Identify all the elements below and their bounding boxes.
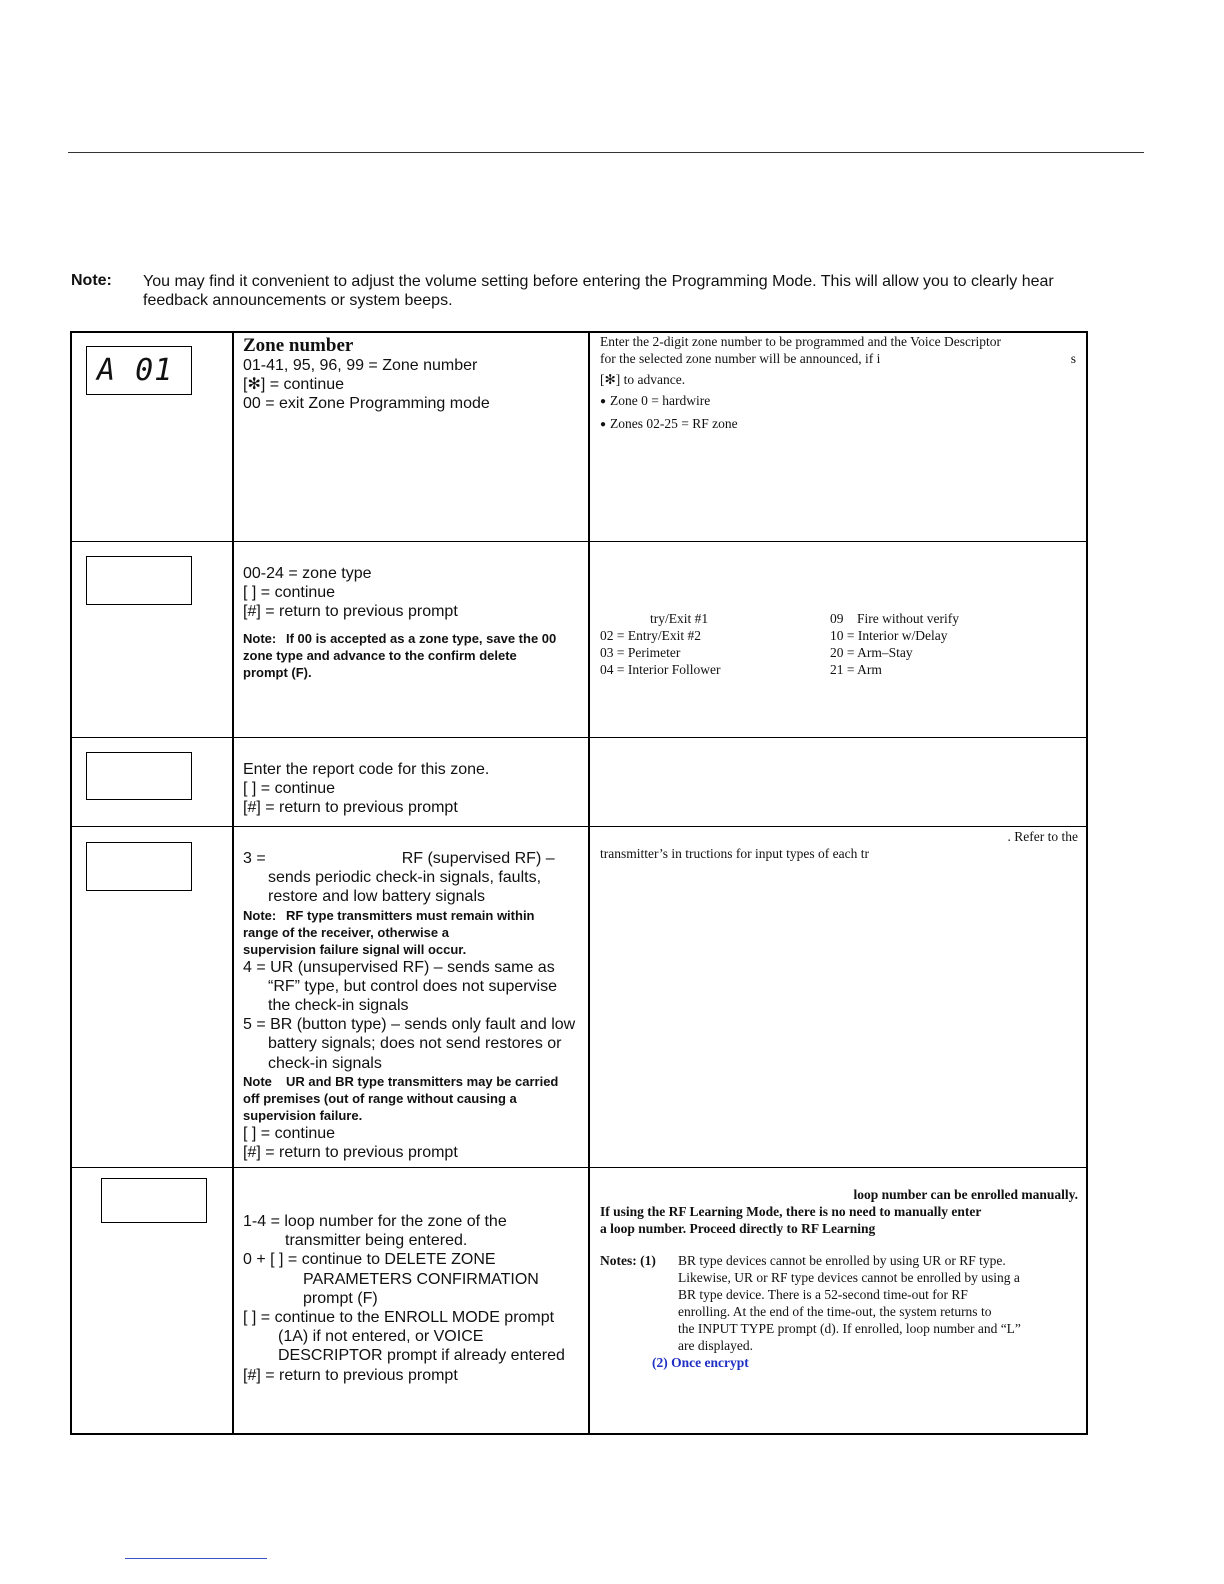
prompt-line: 0 + [ ] = continue to DELETE ZONE [243,1251,496,1269]
note-text: off premises (out of range without causing a [243,1090,517,1106]
note-text: BR type devices cannot be enrolled by using UR or RF type. [678,1253,1006,1268]
prompt-line: the check-in signals [268,997,409,1015]
description-line: If using the RF Learning Mode, there is no need to manually enter [600,1204,982,1219]
prompt-line: RF (supervised RF) – [401,850,555,867]
zone-type-list-right [830,610,1070,678]
note-text: (2) Once encrypt [652,1355,749,1370]
note-text: are displayed. [678,1338,753,1353]
note-text: You may find it convenient to adjust the volume setting before entering the Programming Mode. This will allow you to clearly hear feedback announcements or system beeps. [143,273,1054,309]
prompt-line: 1-4 = loop number for the zone of the [243,1213,507,1230]
header-rule [68,152,1144,153]
prompt-line: check-in signals [268,1054,382,1072]
prompt-line: [ ] = continue to the ENROLL MODE prompt [243,1309,555,1327]
column-divider [588,333,590,1433]
note-text: RF type transmitters must remain within [286,907,535,923]
prompt-line: 3 = [243,850,266,867]
report-code-prompt [243,760,583,818]
note-text: BR type device. There is a 52-second time-out for RF [678,1287,968,1302]
notes-label: Notes: (1) [600,1253,656,1268]
prompt-line: prompt (F) [303,1289,378,1307]
prompt-line: PARAMETERS CONFIRMATION [303,1270,539,1288]
column-divider [232,333,234,1433]
footer-link-underline[interactable] [125,1558,267,1559]
zone-type-list-left [600,610,830,678]
note-text: Likewise, UR or RF type devices cannot be enrolled by using a [678,1270,1020,1285]
zone-type-item: 10 = Interior w/Delay [830,628,948,643]
bullet-item: ● Zones 02-25 = RF zone [600,415,1078,434]
note-text: enrolling. At the end of the time-out, the system returns to [678,1304,992,1319]
keypad-display [86,842,192,891]
prompt-line: 4 = UR (unsupervised RF) – sends same as [243,958,555,976]
input-type-prompt [243,849,585,1162]
zone-type-item: try/Exit #1 [650,611,709,626]
note-label: Note: [71,272,112,289]
display-text: A 01 [97,353,174,388]
prompt-line: restore and low battery signals [268,888,485,906]
zone-type-item: 03 = Perimeter [600,645,681,660]
note-text: UR and BR type transmitters may be carried [286,1073,559,1089]
description-fragment: s [1070,351,1076,366]
prompt-line: [ ] = continue [243,780,336,798]
note-text: prompt (F). [243,664,312,680]
description-line: loop number can be enrolled manually. [853,1187,1078,1202]
description-line: a loop number. Proceed directly to RF Learning [600,1221,876,1236]
input-type-description [600,828,1078,862]
note-label: Note: [243,630,277,646]
description-line: . Refer to the [1007,829,1078,844]
prompt-line: [ ] = continue [243,584,336,602]
note-text: the INPUT TYPE prompt (d). If enrolled, loop number and “L” [678,1321,1021,1336]
row-divider [72,1167,1086,1168]
prompt-line: “RF” type, but control does not supervise [268,977,558,995]
prompt-line: 00 = exit Zone Programming mode [243,395,490,413]
zone-type-item: 04 = Interior Follower [600,662,721,677]
prompt-line: transmitter being entered. [285,1232,468,1250]
note-text: If 00 is accepted as a zone type, save the 00 [286,630,557,646]
zone-type-item: 02 = Entry/Exit #2 [600,628,701,643]
prompt-line: [#] = return to previous prompt [243,603,458,621]
prompt-line: 01-41, 95, 96, 99 = Zone number [243,357,478,374]
note-text: range of the receiver, otherwise a [243,924,449,940]
note-text: supervision failure. [243,1107,363,1123]
prompt-line: [#] = return to previous prompt [243,1366,458,1384]
keypad-display [86,346,192,395]
prompt-line: [#] = return to previous prompt [243,1144,458,1162]
loop-number-prompt [243,1212,585,1385]
row-divider [72,826,1086,827]
prompt-line: Enter the report code for this zone. [243,761,490,778]
zone-type-item: 09 Fire without verify [830,611,959,626]
prompt-line: sends periodic check-in signals, faults, [268,869,542,887]
description-line: transmitter’s in tructions for input types of each tr [600,846,869,861]
zone-type-item: 21 = Arm [830,662,882,677]
zone-number-title: Zone number [243,335,354,356]
note-text: zone type and advance to the confirm delete [243,647,517,663]
prompt-line: (1A) if not entered, or VOICE [278,1328,484,1346]
note-label: Note [243,1073,272,1089]
description-line: for the selected zone number will be announced, if i [600,351,881,366]
row-divider [72,737,1086,738]
note-text: supervision failure signal will occur. [243,941,467,957]
keypad-display [86,556,192,605]
programming-table [70,331,1088,1435]
prompt-line: [✻] = continue [243,376,345,394]
prompt-line: DESCRIPTOR prompt if already entered [278,1347,565,1365]
zone-type-prompt [243,564,583,681]
zone-type-item: 20 = Arm–Stay [830,645,913,660]
description-line: Enter the 2-digit zone number to be programmed and the Voice Descriptor [600,334,1002,349]
keypad-display [101,1178,207,1223]
prompt-line: battery signals; does not send restores or [268,1035,562,1053]
zone-number-prompt [243,336,583,414]
zone-number-description [600,333,1078,434]
row-divider [72,541,1086,542]
prompt-line: 00-24 = zone type [243,565,372,582]
loop-number-description [600,1186,1078,1371]
prompt-line: [#] = return to previous prompt [243,799,458,817]
description-line: [✻] to advance. [600,372,686,387]
bullet-item: ● Zone 0 = hardwire [600,392,1078,411]
note-label: Note: [243,907,277,923]
keypad-display [86,752,192,800]
prompt-line: 5 = BR (button type) – sends only fault and low [243,1016,576,1034]
prompt-line: [ ] = continue [243,1124,336,1142]
